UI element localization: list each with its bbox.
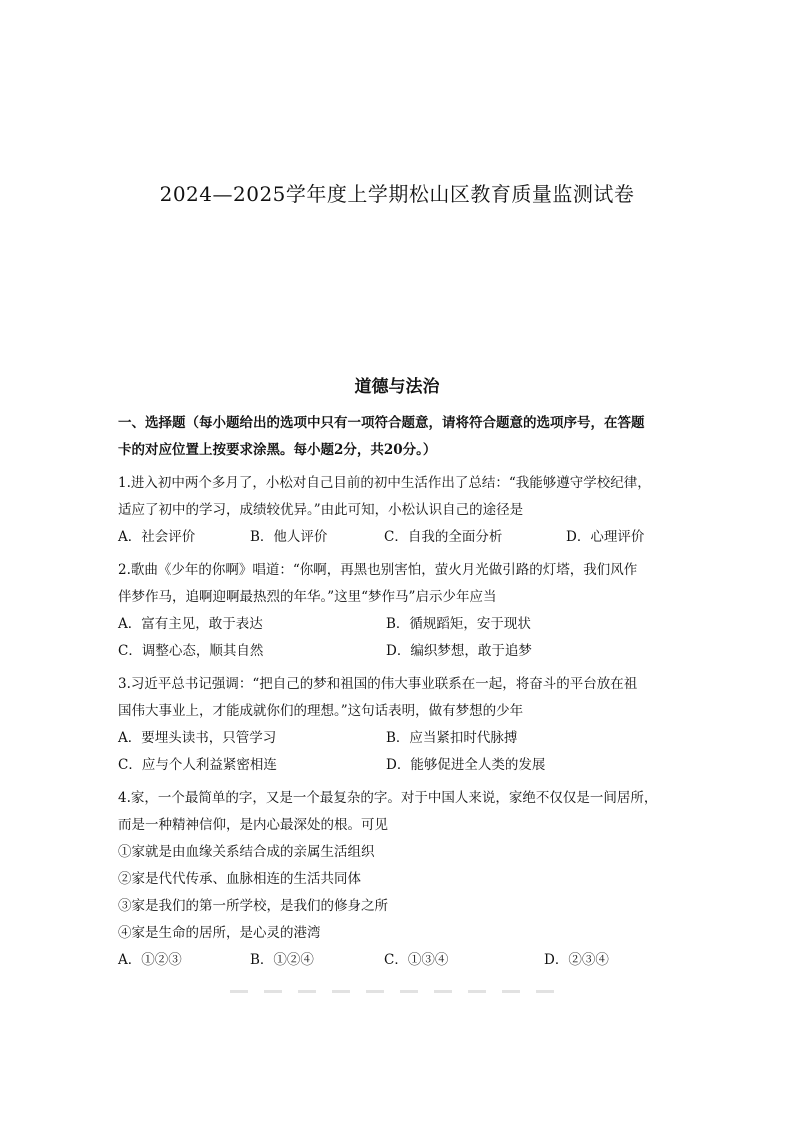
- question-stem: 伴梦作马，追啊迎啊最热烈的年华。”这里“梦作马”启示少年应当: [118, 589, 497, 605]
- question-2: [118, 557, 674, 665]
- question-stem: 而是一种精神信仰，是内心最深处的根。可见: [118, 817, 388, 833]
- answer-options: [118, 752, 674, 779]
- question-stem: 适应了初中的学习，成绩较优异。”由此可知，小松认识自己的途径是: [118, 502, 524, 518]
- answer-options: [118, 725, 674, 752]
- question-stem: 国伟大事业上，才能成就你们的理想。”这句话表明，做有梦想的少年: [118, 703, 524, 719]
- question-stem: 2.歌曲《少年的你啊》唱道：“你啊，再黑也别害怕，萤火月光做引路的灯塔，我们风作: [118, 562, 638, 578]
- answer-options: [118, 611, 674, 638]
- subject-title: 道德与法治: [354, 377, 440, 397]
- scan-artifact: [230, 990, 560, 993]
- answer-options: [118, 524, 674, 551]
- option-c: C．①③④: [384, 952, 449, 968]
- option-b: B．应当紧扣时代脉搏: [386, 730, 518, 746]
- question-1: [118, 470, 674, 551]
- option-a: A．要埋头读书，只管学习: [118, 730, 277, 746]
- option-a: A．①②③: [118, 952, 182, 968]
- option-b: B．循规蹈矩，安于现状: [386, 616, 531, 632]
- option-d: D．②③④: [544, 952, 609, 968]
- option-c: C．调整心态，顺其自然: [118, 643, 264, 659]
- answer-options: [118, 947, 674, 974]
- question-stem: 1.进入初中两个多月了，小松对自己目前的初中生活作出了总结：“我能够遵守学校纪律，: [118, 475, 651, 491]
- statement-1: ①家就是由血缘关系结合成的亲属生活组织: [118, 844, 375, 860]
- option-b: B．他人评价: [250, 529, 328, 545]
- answer-options: [118, 638, 674, 665]
- option-c: C．自我的全面分析: [384, 529, 503, 545]
- option-d: D．心理评价: [566, 529, 645, 545]
- statement-4: ④家是生命的居所，是心灵的港湾: [118, 925, 321, 941]
- option-d: D．能够促进全人类的发展: [386, 757, 546, 773]
- question-stem: 3.习近平总书记强调：“把自己的梦和祖国的伟大事业联系在一起，将奋斗的平台放在祖: [118, 676, 638, 692]
- exam-title: 2024—2025学年度上学期松山区教育质量监测试卷: [159, 182, 635, 206]
- statement-2: ②家是代代传承、血脉相连的生活共同体: [118, 871, 361, 887]
- option-b: B．①②④: [250, 952, 314, 968]
- option-d: D．编织梦想，敢于追梦: [386, 643, 532, 659]
- question-stem: 4.家，一个最简单的字，又是一个最复杂的字。对于中国人来说，家绝不仅仅是一间居所，: [118, 790, 658, 806]
- question-3: [118, 671, 674, 779]
- question-4: [118, 785, 674, 974]
- option-a: A．社会评价: [118, 529, 196, 545]
- section-instruction: 一、选择题（每小题给出的选项中只有一项符合题意，请将符合题意的选项序号，在答题 卡的对应位置上按要求涂黑。每小题2分，共20分。）: [118, 415, 645, 458]
- statement-3: ③家是我们的第一所学校，是我们的修身之所: [118, 898, 388, 914]
- option-a: A．富有主见，敢于表达: [118, 616, 263, 632]
- option-c: C．应与个人利益紧密相连: [118, 757, 277, 773]
- exam-content: [118, 410, 674, 974]
